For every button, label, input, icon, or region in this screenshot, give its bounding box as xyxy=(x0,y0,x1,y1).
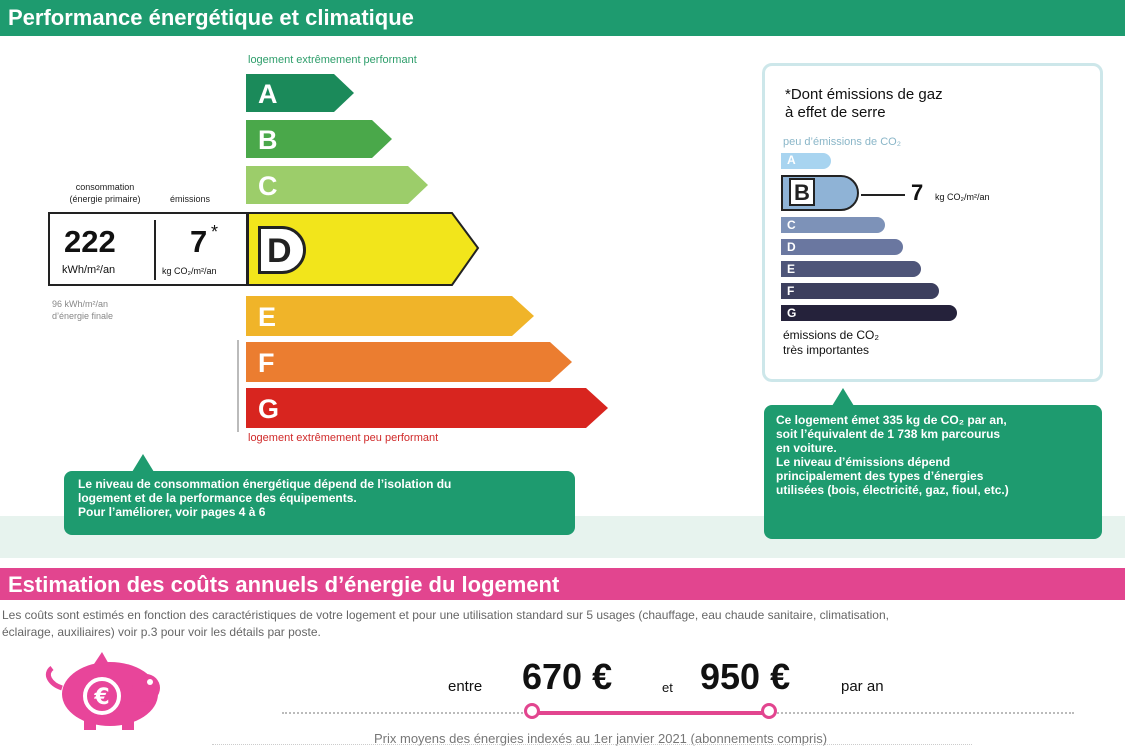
callout-right-line5: principalement des types d’énergies xyxy=(776,469,984,483)
costs-description-line1: Les coûts sont estimés en fonction des caractéristiques de votre logement et pour une utilisation standard sur 5 usages (chauffage, eau chaude sanitaire, climatisation, xyxy=(2,608,889,622)
ges-bar-g xyxy=(781,305,957,321)
ges-letter-a: A xyxy=(787,153,796,167)
min-cost: 670 € xyxy=(522,656,613,697)
dpe-letter-b: B xyxy=(258,125,278,155)
ges-bar-e xyxy=(781,261,921,277)
consumption-label xyxy=(58,181,152,205)
section-header-costs xyxy=(0,568,1125,600)
svg-text:€: € xyxy=(94,685,110,710)
ges-bar-d xyxy=(781,239,903,255)
range-min-marker xyxy=(524,703,540,719)
ges-bottom-label xyxy=(783,328,879,358)
ges-top-label: peu d’émissions de CO₂ xyxy=(783,136,901,148)
callout-left-pointer xyxy=(132,454,154,472)
word-between: entre xyxy=(448,678,483,695)
dpe-top-label: logement extrêmement performant xyxy=(248,54,417,66)
costs-description xyxy=(2,607,1122,641)
callout-right-line4: Le niveau d’émissions dépend xyxy=(776,455,951,469)
range-bar xyxy=(534,711,770,715)
final-energy xyxy=(52,298,113,322)
callout-right xyxy=(764,405,1102,539)
footer-dotted-line xyxy=(212,744,972,745)
ges-box xyxy=(762,63,1103,382)
section-title-costs: Estimation des coûts annuels d’énergie du logement xyxy=(8,572,560,597)
costs-description-line2: éclairage, auxiliaires) voir p.3 pour voir les détails par poste. xyxy=(2,625,321,639)
word-and: et xyxy=(662,680,673,695)
emissions-star: * xyxy=(211,222,219,242)
dpe-bar-g xyxy=(246,388,608,428)
ges-bar-f xyxy=(781,283,939,299)
ges-bottom-line1: émissions de CO₂ xyxy=(783,328,880,342)
ges-current-marker xyxy=(789,178,815,206)
ges-title xyxy=(785,86,943,122)
callout-right-line6: utilisées (bois, électricité, gaz, fioul, etc.) xyxy=(776,483,1009,497)
final-energy-line1: 96 kWh/m²/an xyxy=(52,299,109,309)
callout-left-line1: Le niveau de consommation énergétique dépend de l’isolation du xyxy=(78,477,452,491)
consumption-label-line1: consommation xyxy=(75,182,135,192)
final-energy-line2: d’énergie finale xyxy=(52,311,114,321)
emissions-value: 7 xyxy=(190,224,208,259)
ges-bar-c xyxy=(781,217,885,233)
callout-left-line2: logement et de la performance des équipements. xyxy=(78,491,357,505)
ges-letter-b: B xyxy=(794,180,810,205)
dpe-letter-f: F xyxy=(258,348,275,378)
dpe-bar-e xyxy=(246,296,534,336)
emissions-unit: kg CO₂/m²/an xyxy=(162,266,217,276)
dpe-letter-g: G xyxy=(258,394,280,424)
callout-left xyxy=(64,471,575,535)
callout-left-line3: Pour l’améliorer, voir pages 4 à 6 xyxy=(78,505,266,519)
consumption-label-line2: (énergie primaire) xyxy=(69,194,141,204)
callout-right-line2: soit l’équivalent de 1 738 km parcourus xyxy=(776,427,1001,441)
ges-unit: kg CO₂/m²/an xyxy=(935,192,990,202)
ges-bottom-line2: très importantes xyxy=(783,343,870,357)
range-max-marker xyxy=(761,703,777,719)
divider-line xyxy=(237,340,239,432)
dpe-letter-c: C xyxy=(258,171,278,201)
costs-footer: Prix moyens des énergies indexés au 1er janvier 2021 (abonnements compris) xyxy=(374,731,828,746)
ges-pointer-line xyxy=(861,194,905,196)
consumption-value: 222 xyxy=(64,224,116,259)
ges-value: 7 xyxy=(911,180,924,205)
dpe-bottom-label: logement extrêmement peu performant xyxy=(248,432,439,444)
dpe-letter-e: E xyxy=(258,302,277,332)
consumption-unit: kWh/m²/an xyxy=(62,264,116,276)
dpe-bar-f xyxy=(246,342,572,382)
section-title: Performance énergétique et climatique xyxy=(8,5,414,30)
panel-divider xyxy=(154,220,156,280)
word-per-year: par an xyxy=(841,678,884,695)
ges-letter-g: G xyxy=(787,306,797,320)
ges-title-line1: *Dont émissions de gaz xyxy=(785,86,943,103)
ges-letter-e: E xyxy=(787,262,796,276)
ges-letter-d: D xyxy=(787,240,796,254)
section-header-performance xyxy=(0,0,1125,36)
max-cost: 950 € xyxy=(700,656,791,697)
emissions-label: émissions xyxy=(170,194,211,204)
callout-right-line3: en voiture. xyxy=(776,441,837,455)
dpe-current-marker xyxy=(258,226,306,274)
ges-letter-f: F xyxy=(787,284,795,298)
piggy-bank-euro-icon xyxy=(38,652,170,732)
callout-right-line1: Ce logement émet 335 kg de CO₂ par an, xyxy=(776,413,1007,427)
dpe-letter-a: A xyxy=(258,79,278,109)
callout-right-pointer xyxy=(832,388,854,406)
dpe-letter-d: D xyxy=(267,232,292,270)
ges-letter-c: C xyxy=(787,218,796,232)
consumption-panel xyxy=(48,212,248,286)
ges-title-line2: à effet de serre xyxy=(785,104,886,121)
